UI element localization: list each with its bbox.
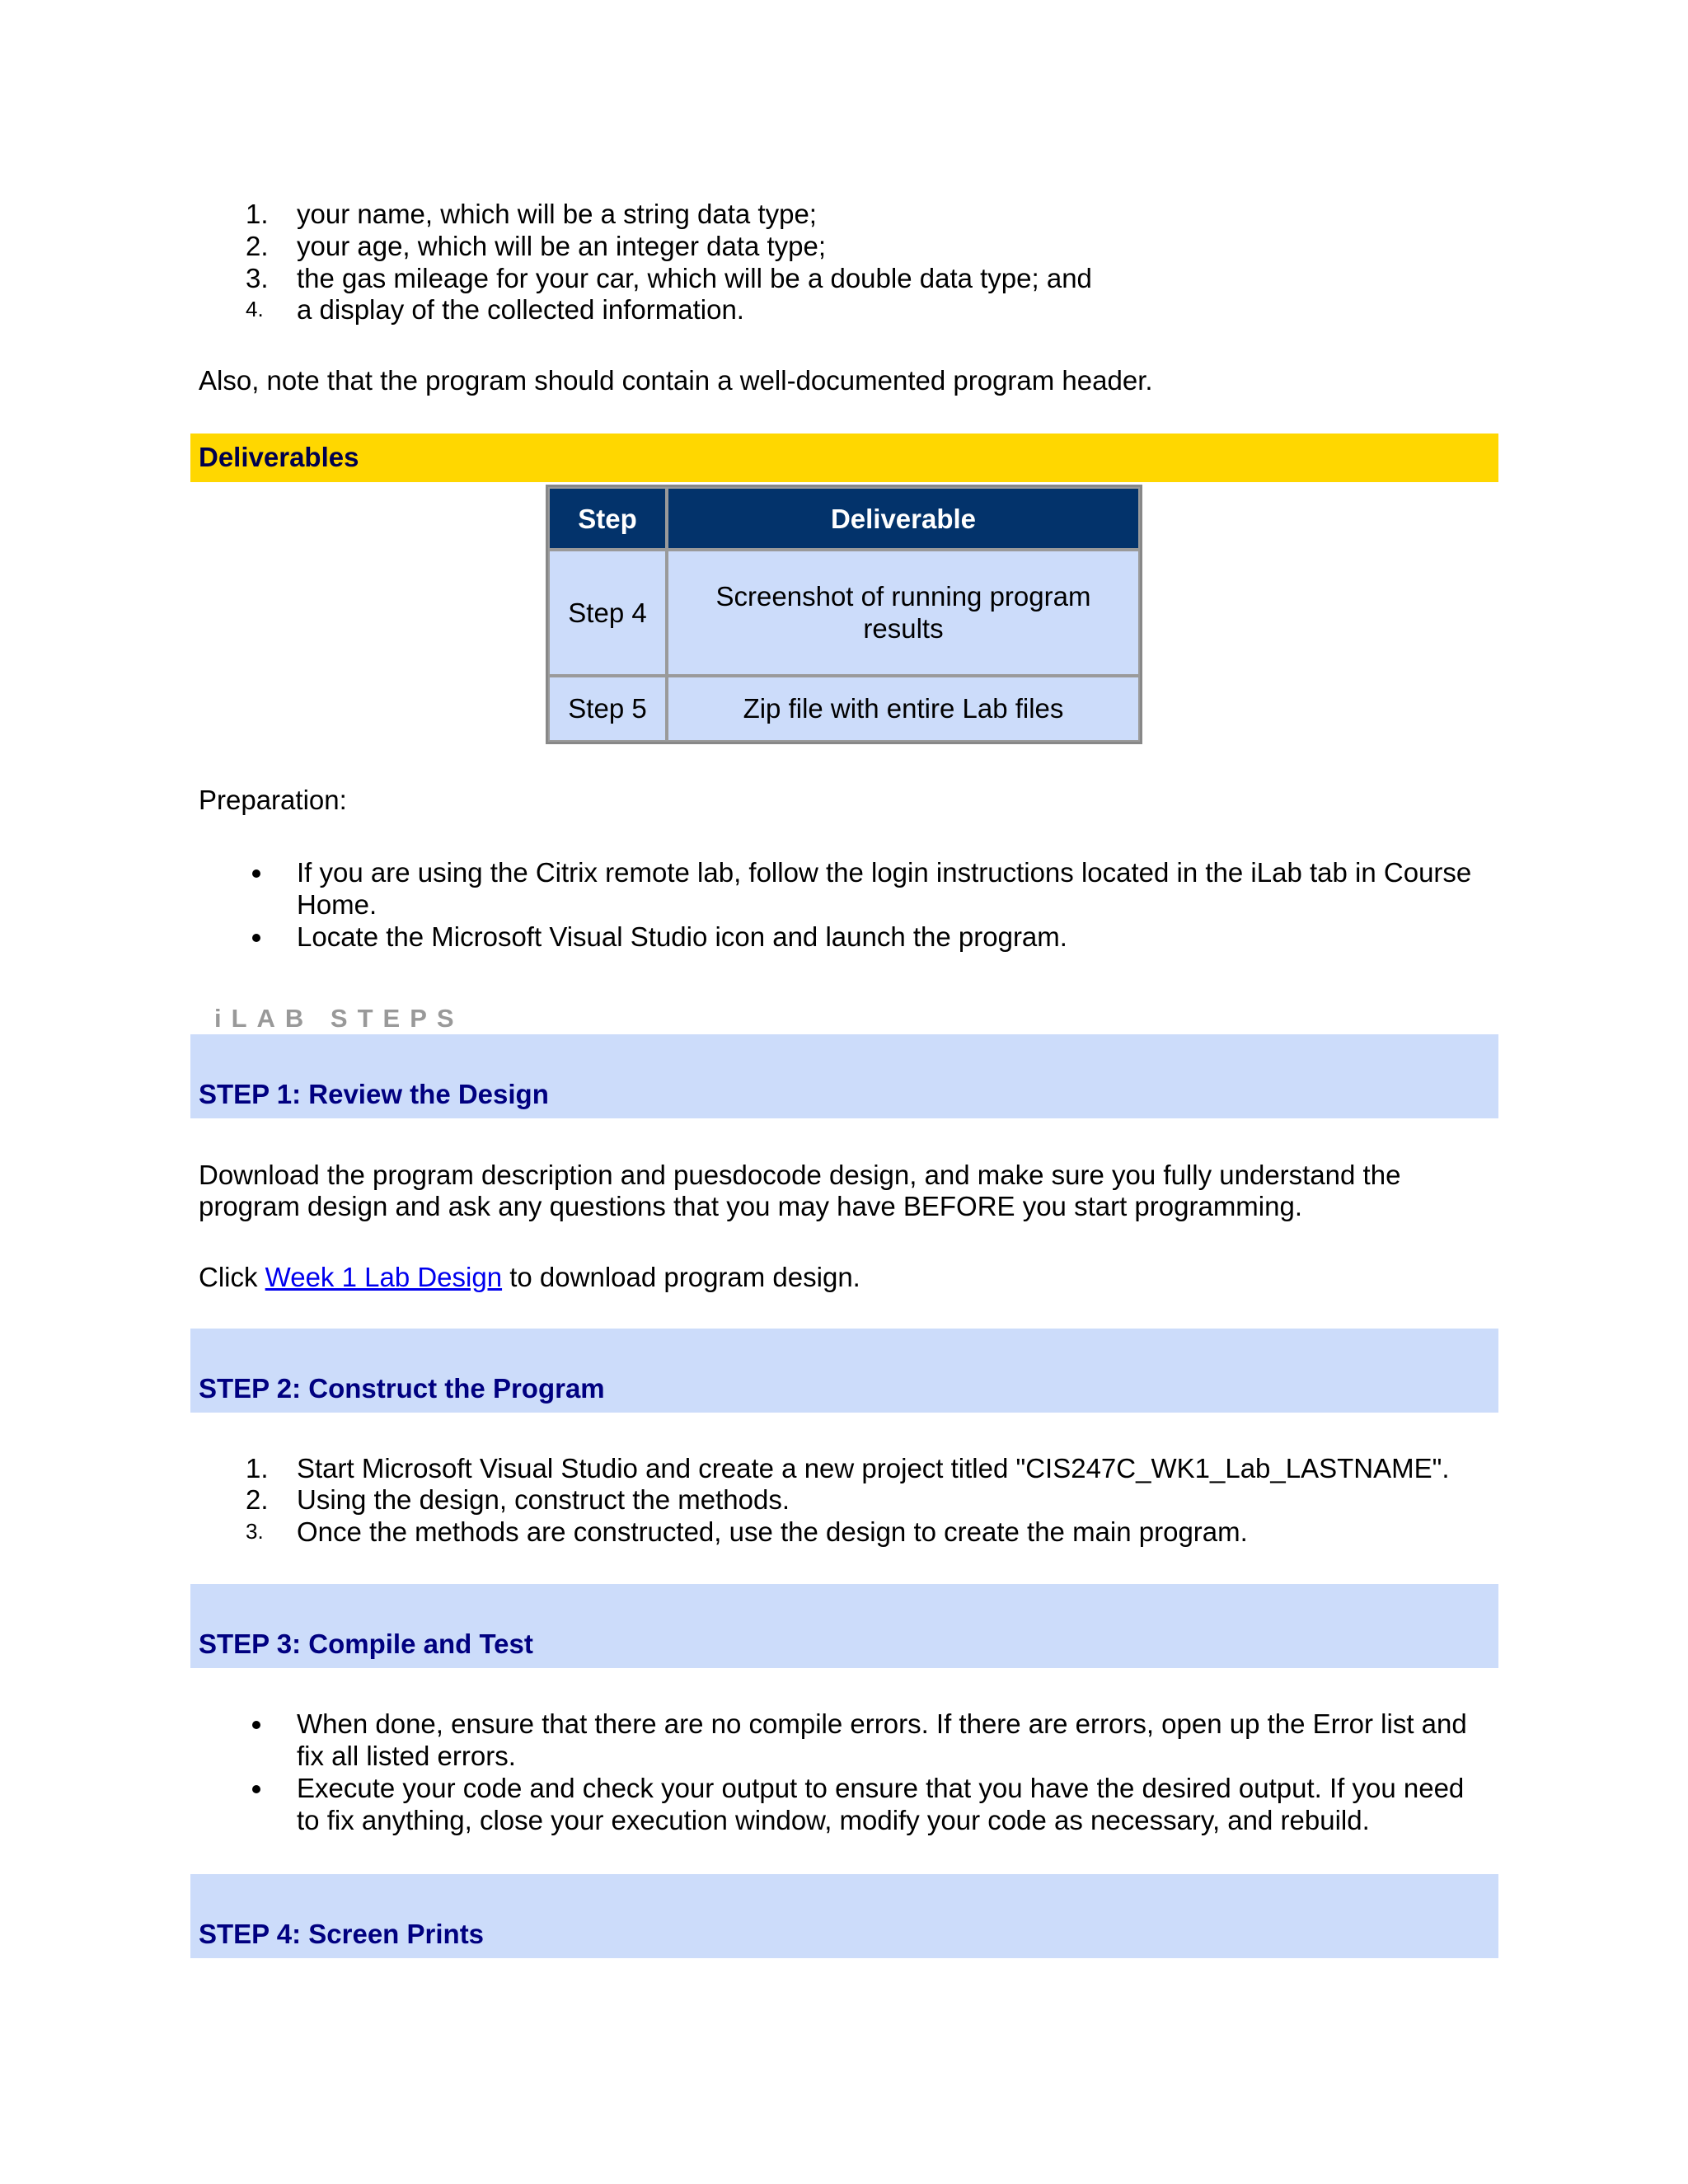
click-prefix: Click bbox=[199, 1262, 265, 1292]
step4-banner bbox=[190, 1874, 1498, 1958]
bullet-icon bbox=[252, 869, 260, 878]
deliverables-banner bbox=[190, 434, 1498, 482]
step1-paragraph-line: Download the program description and puesdocode design, and make sure you fully understand the bbox=[199, 1160, 1401, 1190]
list-text: Execute your code and check your output to ensure that you have the desired output. If you need bbox=[297, 1773, 1465, 1803]
list-text: Locate the Microsoft Visual Studio icon and launch the program. bbox=[297, 921, 1067, 952]
list-text: Start Microsoft Visual Studio and create a new project titled "CIS247C_WK1_Lab_LASTNAME". bbox=[297, 1453, 1450, 1483]
header-note: Also, note that the program should contain a well-documented program header. bbox=[199, 365, 1153, 396]
list-number: 1. bbox=[246, 199, 269, 229]
table-header-row bbox=[548, 487, 1140, 550]
preparation-label: Preparation: bbox=[199, 785, 347, 815]
list-number: 2. bbox=[246, 231, 269, 261]
step3-title: STEP 3: Compile and Test bbox=[199, 1629, 533, 1659]
list-text: your age, which will be an integer data type; bbox=[297, 231, 827, 261]
list-number: 3. bbox=[246, 263, 269, 293]
column-header-deliverable: Deliverable bbox=[667, 487, 1140, 550]
list-text: If you are using the Citrix remote lab, follow the login instructions located in the iLab tab in Course bbox=[297, 857, 1472, 888]
step1-paragraph-line: program design and ask any questions that you may have BEFORE you start programming. bbox=[199, 1191, 1302, 1221]
table-cell-deliverable: Screenshot of running program results bbox=[667, 550, 1140, 676]
ilab-steps-heading: iLAB STEPS bbox=[214, 1004, 464, 1033]
table-cell-step: Step 5 bbox=[548, 676, 667, 742]
list-number: 3. bbox=[246, 1519, 264, 1544]
list-text: the gas mileage for your car, which will be a double data type; and bbox=[297, 263, 1092, 293]
step1-banner bbox=[190, 1034, 1498, 1118]
table-row bbox=[548, 550, 1140, 676]
step1-click-line bbox=[199, 1261, 860, 1293]
list-number: 1. bbox=[246, 1453, 269, 1483]
list-text: your name, which will be a string data type; bbox=[297, 199, 817, 229]
click-suffix: to download program design. bbox=[502, 1262, 860, 1292]
list-text: to fix anything, close your execution window, modify your code as necessary, and rebuild. bbox=[297, 1805, 1370, 1835]
step2-banner bbox=[190, 1329, 1498, 1413]
list-text: a display of the collected information. bbox=[297, 294, 744, 325]
bullet-icon bbox=[252, 1785, 260, 1793]
step3-banner bbox=[190, 1584, 1498, 1668]
list-text: When done, ensure that there are no compile errors. If there are errors, open up the Error list and bbox=[297, 1708, 1467, 1739]
table-cell-deliverable: Zip file with entire Lab files bbox=[667, 676, 1140, 742]
week1-lab-design-link[interactable]: Week 1 Lab Design bbox=[265, 1262, 503, 1292]
list-text: Using the design, construct the methods. bbox=[297, 1484, 790, 1515]
list-text: Once the methods are constructed, use the design to create the main program. bbox=[297, 1516, 1248, 1547]
step1-title: STEP 1: Review the Design bbox=[199, 1079, 549, 1109]
bullet-icon bbox=[252, 934, 260, 942]
list-text: Home. bbox=[297, 889, 377, 920]
list-number: 4. bbox=[246, 297, 264, 321]
step4-title: STEP 4: Screen Prints bbox=[199, 1919, 485, 1949]
table-cell-step: Step 4 bbox=[548, 550, 667, 676]
bullet-icon bbox=[252, 1721, 260, 1729]
step2-title: STEP 2: Construct the Program bbox=[199, 1373, 605, 1404]
deliverables-title: Deliverables bbox=[199, 442, 359, 472]
table-row bbox=[548, 676, 1140, 742]
list-number: 2. bbox=[246, 1484, 269, 1515]
deliverables-table bbox=[546, 485, 1142, 744]
list-text: fix all listed errors. bbox=[297, 1741, 516, 1771]
column-header-step: Step bbox=[548, 487, 667, 550]
